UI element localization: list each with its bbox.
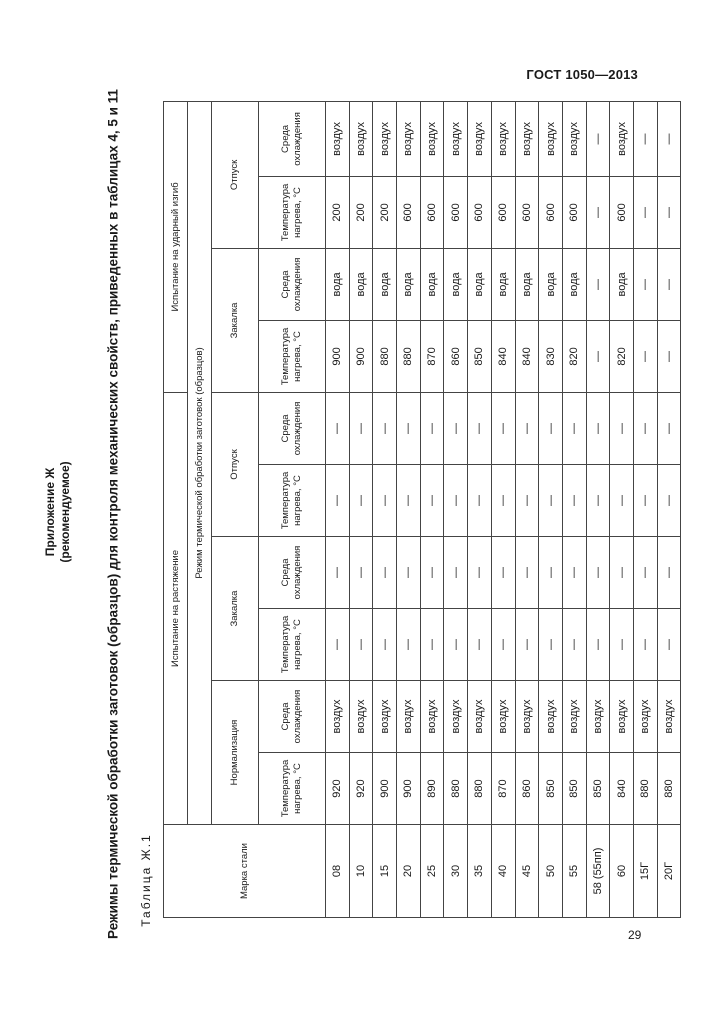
steel-grade-cell: 20	[397, 825, 421, 918]
header-tensile-test: Испытание на растяжение	[164, 392, 188, 824]
header-heating-temperature: Температура нагрева, °С	[259, 465, 326, 537]
table-cell: воздух	[610, 101, 634, 176]
table-cell: 920	[349, 753, 373, 825]
table-cell: 900	[397, 753, 421, 825]
table-cell: —	[373, 609, 397, 681]
table-cell: 900	[349, 320, 373, 392]
steel-grade-cell: 30	[444, 825, 468, 918]
table-cell: 600	[468, 176, 492, 248]
table-cell: воздух	[562, 681, 586, 753]
table-cell: —	[373, 537, 397, 609]
table-cell: —	[633, 537, 657, 609]
header-heating-temperature: Температура нагрева, °С	[259, 320, 326, 392]
header-cooling-medium: Среда охлаждения	[259, 101, 326, 176]
header-heating-temperature: Температура нагрева, °С	[259, 609, 326, 681]
table-cell: —	[349, 537, 373, 609]
table-cell: 850	[562, 753, 586, 825]
table-cell: 860	[444, 320, 468, 392]
table-label: Таблица Ж.1	[139, 833, 153, 927]
table-cell: воздух	[468, 681, 492, 753]
table-cell: вода	[539, 248, 563, 320]
steel-grade-cell: 10	[349, 825, 373, 918]
table-row	[468, 101, 492, 917]
table-cell: —	[349, 392, 373, 464]
header-quenching: Закалка	[212, 537, 259, 681]
table-row	[444, 101, 468, 917]
table-cell: —	[657, 609, 681, 681]
table-cell: —	[491, 465, 515, 537]
table-cell: —	[657, 465, 681, 537]
steel-grade-cell: 45	[515, 825, 539, 918]
table-cell: воздух	[444, 101, 468, 176]
table-cell: —	[657, 176, 681, 248]
table-cell: —	[468, 465, 492, 537]
table-row	[373, 101, 397, 917]
appendix-heading	[43, 461, 73, 562]
table-cell: воздух	[326, 681, 350, 753]
table-cell: —	[586, 465, 610, 537]
table-cell: —	[586, 392, 610, 464]
table-cell: 600	[610, 176, 634, 248]
table-cell: —	[633, 465, 657, 537]
table-cell: 860	[515, 753, 539, 825]
table-cell: воздух	[491, 681, 515, 753]
header-cooling-medium: Среда охлаждения	[259, 248, 326, 320]
header-impact-test: Испытание на ударный изгиб	[164, 101, 188, 392]
table-cell: воздух	[373, 101, 397, 176]
table-cell: —	[562, 465, 586, 537]
table-row	[539, 101, 563, 917]
table-cell: —	[562, 392, 586, 464]
table-cell: 840	[610, 753, 634, 825]
table-cell: —	[420, 465, 444, 537]
table-cell: —	[539, 465, 563, 537]
table-cell: вода	[444, 248, 468, 320]
appendix-status: (рекомендуемое)	[58, 461, 72, 563]
table-cell: 830	[539, 320, 563, 392]
table-cell: —	[444, 537, 468, 609]
header-heating-temperature: Температура нагрева, °С	[259, 176, 326, 248]
table-cell: вода	[610, 248, 634, 320]
table-cell: 880	[397, 320, 421, 392]
page-number: 29	[628, 928, 642, 942]
steel-grade-cell: 40	[491, 825, 515, 918]
table-cell: вода	[349, 248, 373, 320]
table-row	[349, 101, 373, 917]
steel-grade-cell: 08	[326, 825, 350, 918]
table-cell: воздух	[468, 101, 492, 176]
table-cell: вода	[420, 248, 444, 320]
table-cell: 880	[373, 320, 397, 392]
table-cell: 850	[539, 753, 563, 825]
table-cell: —	[586, 248, 610, 320]
steel-grade-cell: 35	[468, 825, 492, 918]
table-cell: вода	[326, 248, 350, 320]
table-cell: —	[515, 609, 539, 681]
table-cell: 600	[420, 176, 444, 248]
table-row	[515, 101, 539, 917]
table-cell: —	[610, 465, 634, 537]
table-cell: воздух	[610, 681, 634, 753]
table-cell: —	[491, 609, 515, 681]
header-tempering: Отпуск	[212, 392, 259, 536]
table-cell: вода	[491, 248, 515, 320]
table-cell: —	[586, 101, 610, 176]
table-cell: 600	[397, 176, 421, 248]
table-cell: воздух	[539, 681, 563, 753]
table-cell: —	[515, 465, 539, 537]
table-cell: воздух	[515, 681, 539, 753]
table-cell: воздух	[633, 681, 657, 753]
table-cell: воздух	[397, 681, 421, 753]
steel-grade-cell: 50	[539, 825, 563, 918]
table-cell: 880	[657, 753, 681, 825]
table-cell: 600	[491, 176, 515, 248]
table-cell: —	[539, 537, 563, 609]
header-cooling-medium: Среда охлаждения	[259, 681, 326, 753]
table-cell: 850	[586, 753, 610, 825]
table-cell: 870	[491, 753, 515, 825]
table-cell: воздух	[420, 101, 444, 176]
table-cell: —	[657, 248, 681, 320]
table-cell: 820	[610, 320, 634, 392]
table-cell: —	[562, 609, 586, 681]
table-row	[397, 101, 421, 917]
table-cell: —	[468, 609, 492, 681]
table-cell: —	[397, 392, 421, 464]
table-cell: —	[633, 248, 657, 320]
table-cell: —	[420, 392, 444, 464]
table-cell: —	[444, 392, 468, 464]
table-cell: воздух	[515, 101, 539, 176]
table-cell: 880	[444, 753, 468, 825]
steel-grade-cell: 15Г	[633, 825, 657, 918]
header-quenching: Закалка	[212, 248, 259, 392]
steel-grade-cell: 15	[373, 825, 397, 918]
table-row	[657, 101, 681, 917]
table-cell: —	[420, 537, 444, 609]
table-cell: 200	[373, 176, 397, 248]
table-cell: воздух	[397, 101, 421, 176]
table-cell: —	[397, 465, 421, 537]
steel-grade-cell: 20Г	[657, 825, 681, 918]
table-cell: 890	[420, 753, 444, 825]
table-cell: —	[373, 465, 397, 537]
table-cell: 600	[539, 176, 563, 248]
table-cell: вода	[468, 248, 492, 320]
table-cell: —	[610, 609, 634, 681]
table-cell: —	[326, 392, 350, 464]
header-cooling-medium: Среда охлаждения	[259, 392, 326, 464]
table-cell: воздух	[586, 681, 610, 753]
table-cell: 840	[515, 320, 539, 392]
table-cell: —	[657, 101, 681, 176]
heat-treatment-table	[163, 101, 681, 918]
table-cell: вода	[397, 248, 421, 320]
table-cell: —	[562, 537, 586, 609]
table-container	[163, 102, 675, 918]
table-cell: —	[444, 609, 468, 681]
table-cell: —	[326, 609, 350, 681]
table-cell: —	[633, 176, 657, 248]
table-cell: 880	[468, 753, 492, 825]
header-steel-grade: Марка стали	[164, 825, 326, 918]
table-cell: —	[586, 320, 610, 392]
table-cell: 840	[491, 320, 515, 392]
table-cell: вода	[562, 248, 586, 320]
table-cell: 870	[420, 320, 444, 392]
table-cell: —	[633, 101, 657, 176]
table-cell: воздух	[326, 101, 350, 176]
table-cell: 600	[562, 176, 586, 248]
table-cell: —	[491, 392, 515, 464]
table-cell: —	[657, 392, 681, 464]
table-cell: —	[444, 465, 468, 537]
table-cell: —	[420, 609, 444, 681]
table-cell: —	[468, 537, 492, 609]
header-heat-treatment-mode: Режим термической обработки заготовок (образцов)	[188, 101, 212, 824]
table-cell: вода	[373, 248, 397, 320]
table-cell: воздух	[349, 101, 373, 176]
table-cell: —	[633, 609, 657, 681]
table-cell: вода	[515, 248, 539, 320]
table-cell: —	[397, 537, 421, 609]
table-cell: —	[610, 537, 634, 609]
table-cell: 880	[633, 753, 657, 825]
steel-grade-cell: 25	[420, 825, 444, 918]
table-row	[633, 101, 657, 917]
table-cell: —	[349, 465, 373, 537]
table-cell: —	[586, 176, 610, 248]
table-cell: воздух	[491, 101, 515, 176]
table-cell: —	[586, 537, 610, 609]
table-cell: —	[349, 609, 373, 681]
table-row	[420, 101, 444, 917]
steel-grade-cell: 58 (55пп)	[586, 825, 610, 918]
table-row	[586, 101, 610, 917]
table-cell: воздух	[562, 101, 586, 176]
table-cell: 820	[562, 320, 586, 392]
standard-code: ГОСТ 1050—2013	[526, 67, 638, 82]
table-cell: воздух	[444, 681, 468, 753]
table-cell: —	[586, 609, 610, 681]
table-cell: воздух	[657, 681, 681, 753]
steel-grade-cell: 60	[610, 825, 634, 918]
table-row	[326, 101, 350, 917]
table-cell: —	[657, 320, 681, 392]
table-cell: 600	[515, 176, 539, 248]
table-row	[491, 101, 515, 917]
table-cell: —	[491, 537, 515, 609]
table-cell: 200	[326, 176, 350, 248]
header-tempering: Отпуск	[212, 101, 259, 248]
table-cell: 600	[444, 176, 468, 248]
table-cell: —	[633, 320, 657, 392]
header-heating-temperature: Температура нагрева, °С	[259, 753, 326, 825]
table-cell: 900	[373, 753, 397, 825]
table-cell: воздух	[373, 681, 397, 753]
header-normalization: Нормализация	[212, 681, 259, 825]
appendix-title: Приложение Ж	[43, 467, 57, 557]
table-row	[562, 101, 586, 917]
table-cell: 850	[468, 320, 492, 392]
table-cell: —	[515, 392, 539, 464]
table-cell: —	[539, 392, 563, 464]
table-cell: —	[373, 392, 397, 464]
table-cell: —	[657, 537, 681, 609]
table-cell: —	[610, 392, 634, 464]
table-row	[610, 101, 634, 917]
table-cell: 200	[349, 176, 373, 248]
table-cell: —	[633, 392, 657, 464]
header-cooling-medium: Среда охлаждения	[259, 537, 326, 609]
table-cell: —	[468, 392, 492, 464]
document-title: Режимы термической обработки заготовок (образцов) для контроля механических свойств, приведенных в таблицах 4, 5 и 11	[105, 89, 121, 939]
table-cell: 920	[326, 753, 350, 825]
table-cell: 900	[326, 320, 350, 392]
steel-grade-cell: 55	[562, 825, 586, 918]
table-cell: —	[515, 537, 539, 609]
table-cell: —	[397, 609, 421, 681]
table-cell: воздух	[349, 681, 373, 753]
table-cell: —	[326, 465, 350, 537]
table-cell: —	[539, 609, 563, 681]
table-cell: —	[326, 537, 350, 609]
table-cell: воздух	[420, 681, 444, 753]
table-cell: воздух	[539, 101, 563, 176]
